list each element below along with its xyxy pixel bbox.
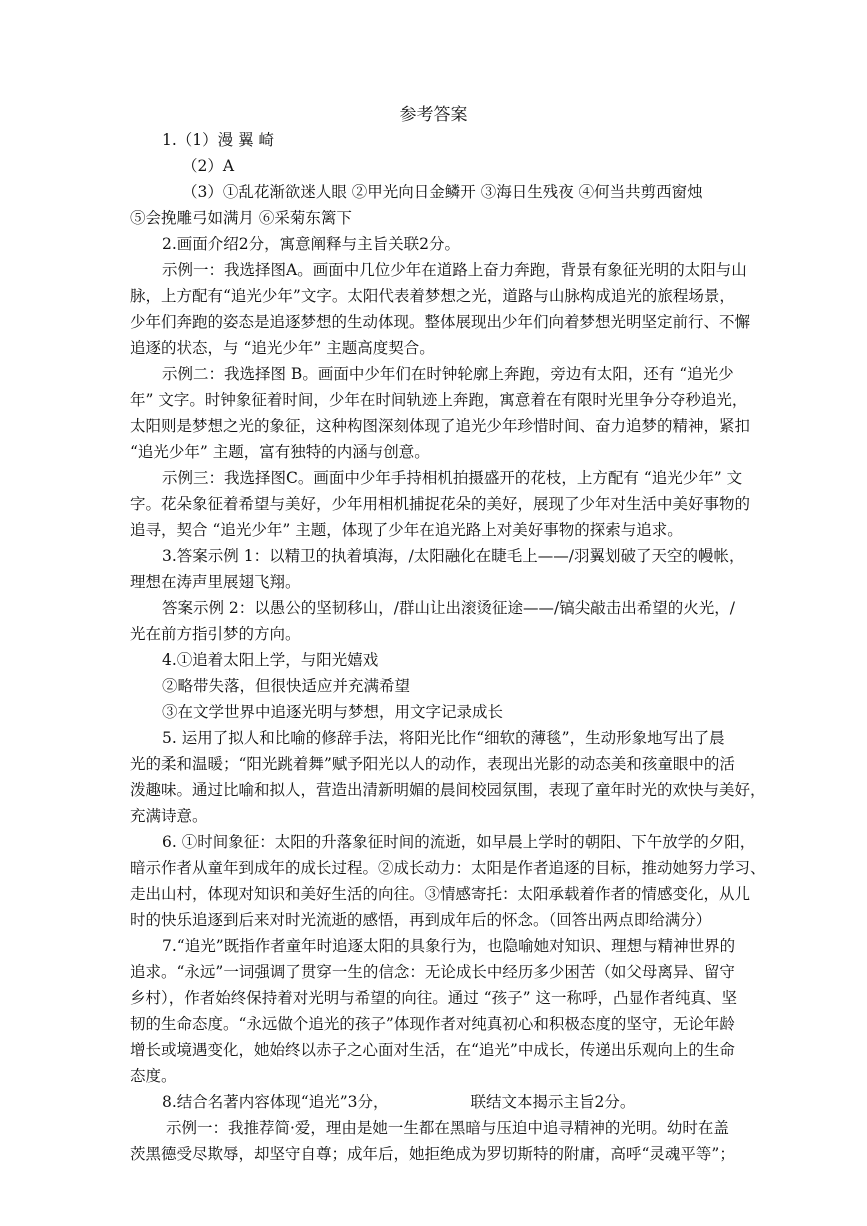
answer-line: 时的快乐追逐到后来对时光流逝的感悟，再到成年后的怀念。（回答出两点即给满分）	[130, 911, 712, 929]
answer-line: 暗示作者从童年到成年的成长过程。②成长动力：太阳是作者追逐的目标，推动她努力学习、	[130, 859, 766, 877]
answer-line: 太阳则是梦想之光的象征，这种构图深刻体现了追光少年珍惜时间、奋力追梦的精神，紧扣	[130, 417, 751, 435]
answer-line: 7.“追光”既指作者童年时追逐太阳的具象行为，也隐喻她对知识、理想与精神世界的	[162, 937, 736, 955]
answer-line: 3.答案示例 1：以精卫的执着填海，/太阳融化在睫毛上——/羽翼划破了天空的幔帐，	[162, 547, 745, 565]
answer-line: 答案示例 2：以愚公的坚韧移山，/群山让出滚烫征途——/镐尖敲击出希望的火光，/	[162, 599, 735, 617]
answer-line: （3）①乱花渐欲迷人眼 ②甲光向日金鳞开 ③海日生残夜 ④何当共剪西窗烛	[182, 183, 703, 201]
answer-line: 泼趣味。通过比喻和拟人，营造出清新明媚的晨间校园氛围，表现了童年时光的欢快与美好，	[130, 781, 766, 799]
answer-line: ⑤会挽雕弓如满月 ⑥采菊东篱下	[130, 209, 352, 227]
answer-line: 追求。“永远”一词强调了贯穿一生的信念：无论成长中经历多少困苦（如父母离异、留守	[130, 963, 735, 981]
page-title: 参考答案	[399, 105, 468, 125]
answer-line: ③在文学世界中追逐光明与梦想，用文字记录成长	[162, 703, 504, 721]
scoring-criterion-1: 8.结合名著内容体现“追光”3分，	[162, 1093, 389, 1111]
answer-line: 5. 运用了拟人和比喻的修辞手法，将阳光比作“细软的薄毯”，生动形象地写出了晨	[162, 729, 725, 747]
answer-line: 态度。	[130, 1067, 177, 1085]
answer-body	[130, 127, 766, 1167]
answer-line: 充满诗意。	[130, 807, 208, 825]
answer-line: 光的柔和温暖；“阳光跳着舞”赋予阳光以人的动作，表现出光影的动态美和孩童眼中的活	[130, 755, 735, 773]
answer-line: 1.（1）漫 翼 崎	[162, 131, 275, 149]
answer-line: 乡村），作者始终保持着对光明与希望的向往。通过 “孩子” 这一称呼，凸显作者纯真、坚	[130, 989, 737, 1007]
answer-line: 茨黑德受尽欺辱，却坚守自尊；成年后，她拒绝成为罗切斯特的附庸，高呼“灵魂平等”；	[130, 1145, 735, 1163]
answer-line: 示例三：我选择图C。画面中少年手持相机拍摄盛开的花枝，上方配有 “追光少年” 文	[162, 469, 743, 487]
answer-line: 光在前方指引梦的方向。	[130, 625, 301, 643]
answer-line: 增长或境遇变化，她始终以赤子之心面对生活，在“追光”中成长，传递出乐观向上的生命	[130, 1041, 735, 1059]
answer-line: 年” 文字。时钟象征着时间，少年在时间轨迹上奔跑，寓意着在有限时光里争分夺秒追光，	[130, 391, 748, 409]
answer-line: 示例一：我推荐简·爱，理由是她一生都在黑暗与压迫中追寻精神的光明。幼时在盖	[166, 1119, 729, 1137]
answer-line: 少年们奔跑的姿态是追逐梦想的生动体现。整体展现出少年们向着梦想光明坚定前行、不懈	[130, 313, 751, 331]
scoring-criterion-2: 联结文本揭示主旨2分。	[470, 1093, 636, 1111]
answer-line: 脉，上方配有“追光少年”文字。太阳代表着梦想之光，道路与山脉构成追光的旅程场景，	[130, 287, 735, 305]
answer-line: 理想在涛声里展翅飞翔。	[130, 573, 301, 591]
answer-line: 韧的生命态度。“永远做个追光的孩子”体现作者对纯真初心和积极态度的坚守，无论年龄	[130, 1015, 735, 1033]
answer-line: ②略带失落，但很快适应并充满希望	[162, 677, 411, 695]
answer-line: 追寻，契合 “追光少年” 主题，体现了少年在追光路上对美好事物的探索与追求。	[130, 521, 683, 539]
answer-line: 示例二：我选择图 B。画面中少年们在时钟轮廓上奔跑，旁边有太阳，还有 “追光少	[162, 365, 734, 383]
answer-line: 4.①追着太阳上学，与阳光嬉戏	[162, 651, 379, 669]
answer-line: 字。花朵象征着希望与美好，少年用相机捕捉花朵的美好，展现了少年对生活中美好事物的	[130, 495, 751, 513]
answer-line: 走出山村，体现对知识和美好生活的向往。③情感寄托：太阳承载着作者的情感变化，从儿	[130, 885, 751, 903]
answer-line: 6. ①时间象征：太阳的升落象征时间的流逝，如早晨上学时的朝阳、下午放学的夕阳，	[162, 833, 756, 851]
answer-line	[130, 1089, 742, 1115]
answer-line: “追光少年” 主题，富有独特的内涵与创意。	[130, 443, 430, 461]
answer-line: 示例一：我选择图A。画面中几位少年在道路上奋力奔跑，背景有象征光明的太阳与山	[162, 261, 747, 279]
answer-line: （2）A	[182, 157, 235, 175]
answer-line: 2.画面介绍2分，寓意阐释与主旨关联2分。	[162, 235, 461, 253]
answer-line: 追逐的状态，与 “追光少年” 主题高度契合。	[130, 339, 435, 357]
